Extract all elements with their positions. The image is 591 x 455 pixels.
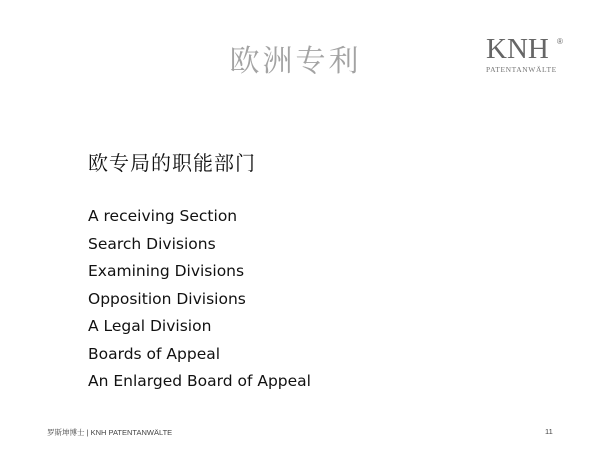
- list-item: Search Divisions: [88, 234, 216, 253]
- footer-author: 罗斯坤博士 | KNH PATENTANWÄLTE: [47, 428, 173, 437]
- list-item: A receiving Section: [88, 207, 238, 225]
- logo-main-text: KNH: [486, 33, 549, 65]
- list-item: A Legal Division: [88, 317, 212, 335]
- logo-subtitle: PATENTANWÄLTE: [486, 65, 557, 74]
- page-number: 11: [545, 427, 553, 436]
- knh-logo: [486, 34, 566, 74]
- list-item: Examining Divisions: [88, 262, 245, 280]
- section-heading: 欧专局的职能部门: [88, 151, 256, 175]
- list-item: Boards of Appeal: [88, 344, 221, 363]
- list-item: Opposition Divisions: [88, 289, 246, 308]
- division-list: [88, 203, 311, 396]
- slide-title: 欧洲专利: [229, 44, 362, 79]
- registered-mark: ®: [557, 37, 563, 46]
- list-item: An Enlarged Board of Appeal: [88, 372, 311, 390]
